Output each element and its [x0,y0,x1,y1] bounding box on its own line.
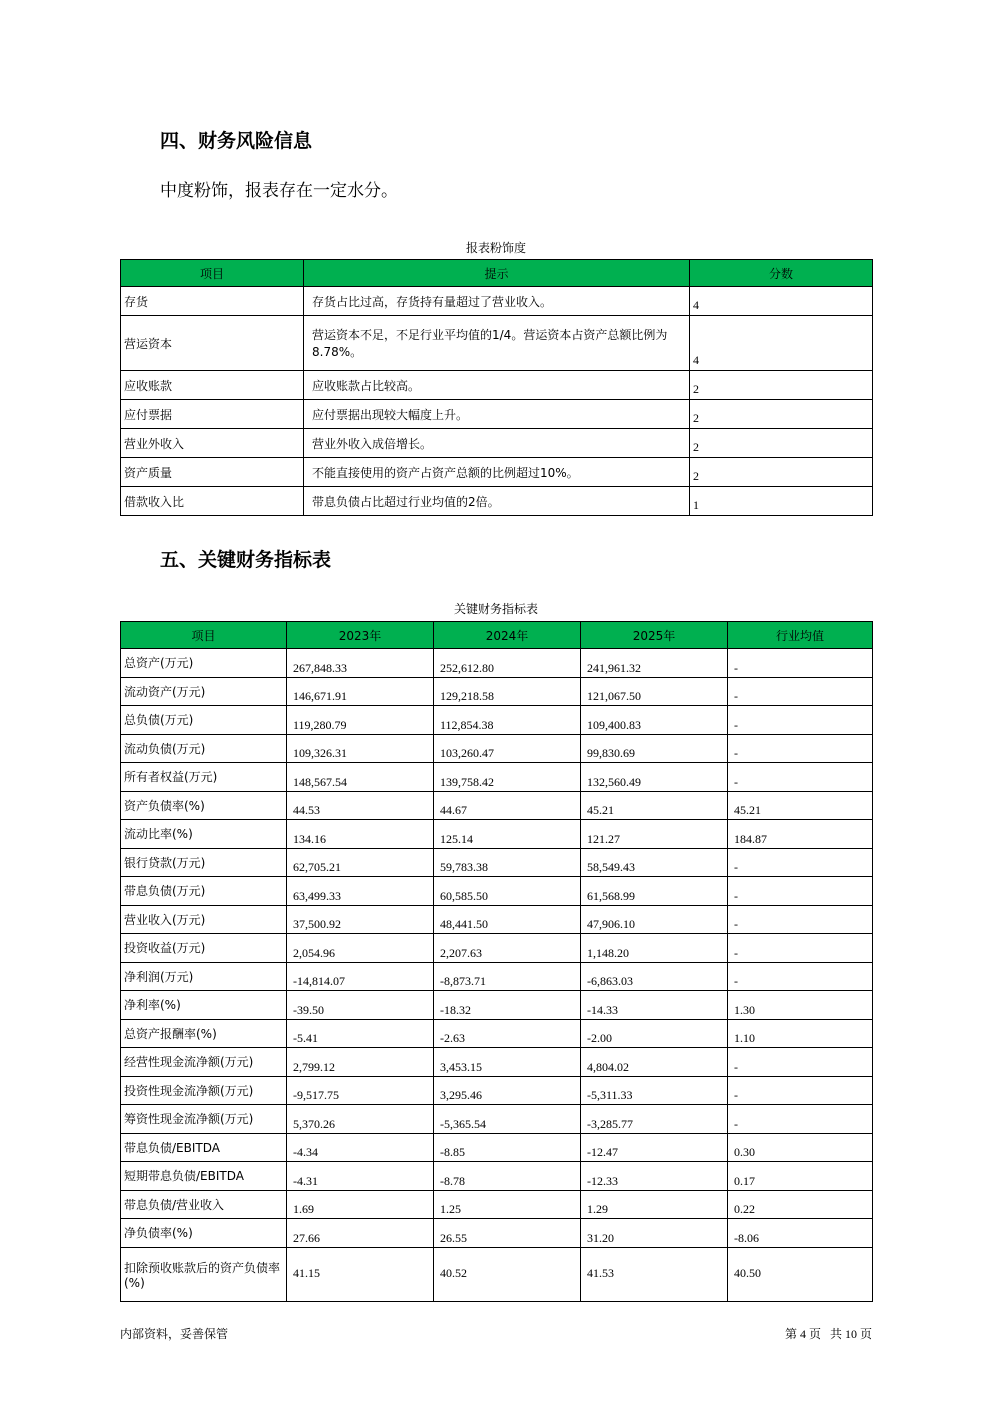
row-item: 存货 [121,287,304,316]
section5-heading: 五、关键财务指标表 [160,549,332,571]
row-value-y2024: 60,585.50 [434,877,581,906]
row-item: 流动比率(%) [121,820,287,849]
table-row [121,1048,873,1077]
table-row [121,400,873,429]
row-item: 资产负债率(%) [121,791,287,820]
row-value-avg: - [728,962,873,991]
row-value-y2024: -8,873.71 [434,962,581,991]
row-value-avg: 0.17 [728,1162,873,1191]
row-score: 1 [690,487,873,516]
row-item: 流动资产(万元) [121,677,287,706]
row-value-avg: - [728,734,873,763]
table-row [121,848,873,877]
table-header-row [121,260,873,287]
row-value-y2025: 41.53 [581,1247,728,1301]
table-row [121,820,873,849]
table-row [121,905,873,934]
row-item: 投资收益(万元) [121,934,287,963]
table-row [121,316,873,371]
row-value-y2025: 99,830.69 [581,734,728,763]
row-value-y2024: 40.52 [434,1247,581,1301]
row-hint: 应收账款占比较高。 [304,371,690,400]
row-value-y2023: -5.41 [287,1019,434,1048]
column-header: 2023年 [287,622,434,649]
row-value-y2023: 119,280.79 [287,706,434,735]
row-value-y2024: 59,783.38 [434,848,581,877]
table-row [121,1019,873,1048]
row-item: 经营性现金流净额(万元) [121,1048,287,1077]
row-item: 资产质量 [121,458,304,487]
row-score: 2 [690,429,873,458]
row-value-y2024: 3,453.15 [434,1048,581,1077]
row-value-y2025: -12.33 [581,1162,728,1191]
row-hint: 存货占比过高，存货持有量超过了营业收入。 [304,287,690,316]
row-value-y2024: -8.78 [434,1162,581,1191]
table-row [121,287,873,316]
row-value-y2023: 62,705.21 [287,848,434,877]
table-row [121,1219,873,1248]
row-value-avg: 184.87 [728,820,873,849]
row-value-avg: 1.10 [728,1019,873,1048]
row-item: 应付票据 [121,400,304,429]
row-value-y2025: 121.27 [581,820,728,849]
row-value-y2025: 132,560.49 [581,763,728,792]
row-value-y2025: -3,285.77 [581,1105,728,1134]
row-item: 营业外收入 [121,429,304,458]
row-value-avg: - [728,934,873,963]
table-row [121,1076,873,1105]
row-value-avg: - [728,848,873,877]
row-hint: 营运资本不足，不足行业平均值的1/4。营运资本占资产总额比例为8.78%。 [304,316,690,371]
row-item: 带息负债/EBITDA [121,1133,287,1162]
row-hint: 不能直接使用的资产占资产总额的比例超过10%。 [304,458,690,487]
row-value-y2025: 45.21 [581,791,728,820]
row-hint: 带息负债占比超过行业均值的2倍。 [304,487,690,516]
row-item: 筹资性现金流净额(万元) [121,1105,287,1134]
row-value-y2023: 267,848.33 [287,649,434,678]
table1-caption: 报表粉饰度 [465,241,526,255]
row-value-avg: 45.21 [728,791,873,820]
table2-caption: 关键财务指标表 [453,602,538,616]
row-value-y2023: 63,499.33 [287,877,434,906]
row-score: 4 [690,287,873,316]
table-row [121,1247,873,1301]
column-header: 提示 [304,260,690,287]
row-value-y2025: -14.33 [581,991,728,1020]
row-value-y2024: 48,441.50 [434,905,581,934]
row-value-y2023: -39.50 [287,991,434,1020]
table-row [121,934,873,963]
row-value-y2023: -4.31 [287,1162,434,1191]
footer-note: 内部资料，妥善保管 [120,1327,229,1341]
row-value-y2025: 58,549.43 [581,848,728,877]
table-row [121,677,873,706]
row-item: 应收账款 [121,371,304,400]
row-value-y2025: -5,311.33 [581,1076,728,1105]
column-header: 2025年 [581,622,728,649]
table-row [121,763,873,792]
row-value-y2023: 41.15 [287,1247,434,1301]
row-value-y2023: 109,326.31 [287,734,434,763]
table-row [121,1162,873,1191]
column-header: 项目 [121,260,304,287]
row-value-y2025: 4,804.02 [581,1048,728,1077]
table-header-row [121,622,873,649]
column-header: 分数 [690,260,873,287]
table-row [121,429,873,458]
row-value-y2024: 103,260.47 [434,734,581,763]
row-item: 短期带息负债/EBITDA [121,1162,287,1191]
row-value-avg: 1.30 [728,991,873,1020]
page-number: 第 4 页 共 10 页 [784,1327,872,1341]
row-value-y2023: -4.34 [287,1133,434,1162]
section4-lead: 中度粉饰，报表存在一定水分。 [160,181,398,201]
table-row [121,962,873,991]
row-item: 净利润(万元) [121,962,287,991]
row-score: 4 [690,316,873,371]
row-value-avg: - [728,905,873,934]
table-row [121,458,873,487]
row-score: 2 [690,458,873,487]
row-item: 净利率(%) [121,991,287,1020]
row-value-y2023: 134.16 [287,820,434,849]
row-item: 投资性现金流净额(万元) [121,1076,287,1105]
row-value-y2025: 1,148.20 [581,934,728,963]
table-row [121,1133,873,1162]
row-value-y2024: 3,295.46 [434,1076,581,1105]
row-value-y2025: -12.47 [581,1133,728,1162]
row-item: 总资产报酬率(%) [121,1019,287,1048]
row-value-y2024: 139,758.42 [434,763,581,792]
column-header: 2024年 [434,622,581,649]
table-row [121,1190,873,1219]
table-row [121,487,873,516]
row-value-y2023: 2,054.96 [287,934,434,963]
row-item: 总负债(万元) [121,706,287,735]
row-value-avg: - [728,649,873,678]
row-value-y2024: 252,612.80 [434,649,581,678]
row-value-avg: - [728,706,873,735]
row-value-avg: - [728,677,873,706]
row-value-y2024: -2.63 [434,1019,581,1048]
key-indicators-table [120,621,873,1302]
row-value-y2024: 2,207.63 [434,934,581,963]
row-value-avg: - [728,1105,873,1134]
row-value-avg: - [728,1048,873,1077]
row-value-y2024: 129,218.58 [434,677,581,706]
row-value-y2023: 27.66 [287,1219,434,1248]
row-value-y2023: 148,567.54 [287,763,434,792]
row-value-y2025: 31.20 [581,1219,728,1248]
row-item: 总资产(万元) [121,649,287,678]
row-hint: 营业外收入成倍增长。 [304,429,690,458]
row-value-avg: 0.30 [728,1133,873,1162]
table-row [121,991,873,1020]
row-item: 扣除预收账款后的资产负债率(%) [121,1247,287,1301]
row-score: 2 [690,400,873,429]
row-value-y2025: 1.29 [581,1190,728,1219]
row-value-avg: 0.22 [728,1190,873,1219]
row-item: 净负债率(%) [121,1219,287,1248]
row-item: 流动负债(万元) [121,734,287,763]
row-value-y2023: 2,799.12 [287,1048,434,1077]
row-value-y2025: -2.00 [581,1019,728,1048]
table-row [121,371,873,400]
row-item: 营业收入(万元) [121,905,287,934]
row-score: 2 [690,371,873,400]
column-header: 行业均值 [728,622,873,649]
table-row [121,877,873,906]
table-row [121,734,873,763]
section4-heading: 四、财务风险信息 [160,130,313,152]
column-header: 项目 [121,622,287,649]
row-value-y2024: 112,854.38 [434,706,581,735]
row-item: 营运资本 [121,316,304,371]
row-hint: 应付票据出现较大幅度上升。 [304,400,690,429]
row-value-y2023: 1.69 [287,1190,434,1219]
row-value-y2023: -9,517.75 [287,1076,434,1105]
row-item: 银行贷款(万元) [121,848,287,877]
row-value-y2025: 241,961.32 [581,649,728,678]
row-value-avg: - [728,877,873,906]
row-value-y2024: -8.85 [434,1133,581,1162]
row-value-y2024: -18.32 [434,991,581,1020]
table-row [121,791,873,820]
row-value-y2024: 125.14 [434,820,581,849]
row-value-avg: - [728,763,873,792]
table-row [121,706,873,735]
row-value-y2025: 109,400.83 [581,706,728,735]
row-value-y2023: 44.53 [287,791,434,820]
row-value-y2023: 37,500.92 [287,905,434,934]
row-value-y2023: 5,370.26 [287,1105,434,1134]
row-value-y2024: 1.25 [434,1190,581,1219]
row-value-y2025: 47,906.10 [581,905,728,934]
row-item: 所有者权益(万元) [121,763,287,792]
row-value-avg: 40.50 [728,1247,873,1301]
row-value-y2023: -14,814.07 [287,962,434,991]
row-value-y2025: -6,863.03 [581,962,728,991]
row-value-avg: -8.06 [728,1219,873,1248]
row-value-y2024: 26.55 [434,1219,581,1248]
row-value-y2024: -5,365.54 [434,1105,581,1134]
row-value-y2024: 44.67 [434,791,581,820]
row-value-avg: - [728,1076,873,1105]
row-value-y2023: 146,671.91 [287,677,434,706]
row-item: 带息负债(万元) [121,877,287,906]
whitewash-table [120,259,873,516]
table-row [121,1105,873,1134]
row-item: 借款收入比 [121,487,304,516]
row-item: 带息负债/营业收入 [121,1190,287,1219]
table-row [121,649,873,678]
row-value-y2025: 121,067.50 [581,677,728,706]
row-value-y2025: 61,568.99 [581,877,728,906]
